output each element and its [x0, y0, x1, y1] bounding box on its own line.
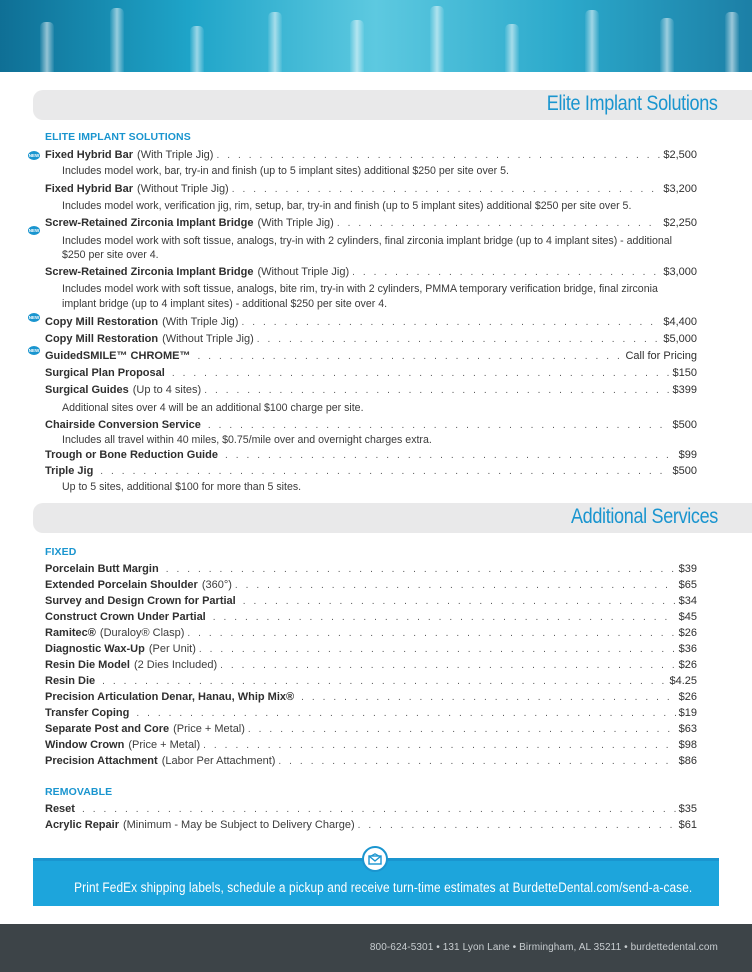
- item-qualifier: (2 Dies Included): [133, 659, 218, 671]
- item-name: Construct Crown Under Partial: [45, 611, 206, 623]
- item-price: Call for Pricing: [625, 350, 697, 362]
- dot-leader: [166, 562, 676, 577]
- dot-leader: [257, 332, 661, 347]
- item-price: $36: [678, 643, 697, 655]
- category-heading: REMOVABLE: [45, 786, 113, 798]
- item-price: $500: [672, 419, 697, 431]
- header-image-detail: [660, 18, 674, 72]
- price-row: [45, 315, 697, 330]
- item-price: $39: [678, 563, 697, 575]
- dot-leader: [203, 738, 675, 753]
- item-name: GuidedSMILE™ CHROME™: [45, 350, 191, 362]
- price-row: [45, 464, 697, 479]
- dot-leader: [352, 265, 660, 280]
- item-description: Additional sites over 4 will be an additional $100 charge per site.: [62, 402, 364, 414]
- new-badge-icon: NEW: [28, 228, 40, 233]
- envelope-icon: [362, 846, 388, 872]
- section-header-additional: [33, 503, 752, 533]
- new-badge-icon: NEW: [28, 348, 40, 353]
- item-price: $65: [678, 579, 697, 591]
- item-price: $2,250: [663, 217, 697, 229]
- dot-leader: [216, 148, 660, 163]
- item-qualifier: (Price + Metal): [173, 723, 245, 735]
- price-row: [45, 366, 697, 381]
- item-description: Includes model work, bar, try-in and finish (up to 5 implant sites) additional $250 per site over 5.: [62, 165, 509, 177]
- price-row: [45, 706, 697, 721]
- item-description: Includes model work, verification jig, rim, setup, bar, try-in and finish (up to 5 implant sites) additional $250 per site over 5.: [62, 200, 632, 212]
- footer-bar: [0, 924, 752, 972]
- item-name: Screw-Retained Zirconia Implant Bridge: [45, 266, 254, 278]
- item-price: $98: [678, 739, 697, 751]
- item-price: $3,000: [663, 266, 697, 278]
- price-row: [45, 642, 697, 657]
- dot-leader: [208, 418, 670, 433]
- item-qualifier: (Per Unit): [148, 643, 196, 655]
- price-row: [45, 658, 697, 673]
- item-name: Survey and Design Crown for Partial: [45, 595, 236, 607]
- price-row: [45, 626, 697, 641]
- price-row: [45, 738, 697, 753]
- price-row: [45, 383, 697, 398]
- dot-leader: [187, 626, 675, 641]
- item-price: $4,400: [663, 316, 697, 328]
- item-price: $26: [678, 659, 697, 671]
- item-price: $3,200: [663, 183, 697, 195]
- price-row: [45, 610, 697, 625]
- item-description: $250 per site over 4.: [62, 249, 159, 261]
- item-name: Chairside Conversion Service: [45, 419, 201, 431]
- item-price: $19: [678, 707, 697, 719]
- envelope-icon-graphic: [368, 853, 382, 865]
- price-row: [45, 722, 697, 737]
- item-name: Fixed Hybrid Bar: [45, 149, 134, 161]
- item-name: Extended Porcelain Shoulder: [45, 579, 198, 591]
- dot-leader: [197, 349, 622, 364]
- item-qualifier: (Up to 4 sites): [132, 384, 202, 396]
- header-image-detail: [430, 6, 444, 72]
- price-row: [45, 562, 697, 577]
- dot-leader: [278, 754, 675, 769]
- dot-leader: [82, 802, 676, 817]
- item-qualifier: (With Triple Jig): [162, 316, 239, 328]
- dot-leader: [204, 383, 669, 398]
- header-image-detail: [585, 10, 599, 72]
- item-name: Copy Mill Restoration: [45, 316, 159, 328]
- dot-leader: [136, 706, 675, 721]
- item-description: implant bridge (up to 4 implant sites) - additional $250 per site over 4.: [62, 298, 388, 310]
- price-row: [45, 265, 697, 280]
- dot-leader: [225, 448, 676, 463]
- item-name: Transfer Coping: [45, 707, 130, 719]
- header-image-detail: [505, 24, 519, 72]
- item-name: Resin Die Model: [45, 659, 130, 671]
- price-row: [45, 332, 697, 347]
- item-description: Includes all travel within 40 miles, $0.75/mile over and overnight charges extra.: [62, 434, 432, 446]
- item-name: Porcelain Butt Margin: [45, 563, 159, 575]
- header-image-detail: [350, 20, 364, 72]
- item-name: Window Crown: [45, 739, 125, 751]
- item-qualifier: (With Triple Jig): [137, 149, 214, 161]
- dot-leader: [213, 610, 676, 625]
- item-qualifier: (Price + Metal): [128, 739, 201, 751]
- price-row: [45, 418, 697, 433]
- item-price: $34: [678, 595, 697, 607]
- item-name: Ramitec®: [45, 627, 96, 639]
- contact-info: 800-624-5301 • 131 Lyon Lane • Birmingham, AL 35211 • burdettedental.com: [369, 942, 718, 953]
- dot-leader: [220, 658, 676, 673]
- item-price: $45: [678, 611, 697, 623]
- header-image-detail: [40, 22, 54, 72]
- dot-leader: [172, 366, 670, 381]
- item-name: Separate Post and Core: [45, 723, 170, 735]
- price-row: [45, 754, 697, 769]
- dot-leader: [102, 674, 666, 689]
- item-price: $150: [672, 367, 697, 379]
- item-name: Reset: [45, 803, 75, 815]
- dot-leader: [199, 642, 676, 657]
- category-heading: ELITE IMPLANT SOLUTIONS: [45, 131, 191, 143]
- item-qualifier: (Without Triple Jig): [162, 333, 254, 345]
- item-price: $99: [678, 449, 697, 461]
- item-qualifier: (With Triple Jig): [257, 217, 334, 229]
- price-row: [45, 148, 697, 163]
- new-badge-icon: NEW: [28, 315, 40, 320]
- item-qualifier: (Minimum - May be Subject to Delivery Charge): [122, 819, 355, 831]
- price-row: [45, 349, 697, 364]
- item-price: $399: [672, 384, 697, 396]
- header-image-detail: [190, 26, 204, 72]
- dot-leader: [358, 818, 676, 833]
- dot-leader: [241, 315, 660, 330]
- item-qualifier: (Labor Per Attachment): [161, 755, 276, 767]
- new-badge-icon: NEW: [28, 153, 40, 158]
- dot-leader: [232, 182, 661, 197]
- price-row: [45, 818, 697, 833]
- item-name: Precision Attachment: [45, 755, 158, 767]
- item-name: Surgical Plan Proposal: [45, 367, 165, 379]
- price-row: [45, 578, 697, 593]
- price-row: [45, 690, 697, 705]
- item-price: $86: [678, 755, 697, 767]
- price-row: [45, 674, 697, 689]
- header-image-detail: [268, 12, 282, 72]
- item-name: Resin Die: [45, 675, 96, 687]
- price-row: [45, 594, 697, 609]
- item-name: Copy Mill Restoration: [45, 333, 159, 345]
- item-qualifier: (Duraloy® Clasp): [99, 627, 185, 639]
- item-description: Up to 5 sites, additional $100 for more than 5 sites.: [62, 481, 302, 493]
- dot-leader: [243, 594, 676, 609]
- category-heading: FIXED: [45, 546, 77, 558]
- item-qualifier: (360°): [201, 579, 232, 591]
- item-price: $5,000: [663, 333, 697, 345]
- dot-leader: [337, 216, 661, 231]
- item-price: $61: [678, 819, 697, 831]
- item-price: $26: [678, 627, 697, 639]
- item-name: Triple Jig: [45, 465, 94, 477]
- item-price: $2,500: [663, 149, 697, 161]
- section-title: Additional Services: [570, 505, 718, 528]
- price-row: [45, 448, 697, 463]
- item-description: Includes model work with soft tissue, analogs, bite rim, try-in with 2 cylinders, PMMA temporary verification bridge, final zirconia: [62, 283, 658, 295]
- item-name: Precision Articulation Denar, Hanau, Whip Mix®: [45, 691, 295, 703]
- dot-leader: [235, 578, 676, 593]
- item-name: Diagnostic Wax-Up: [45, 643, 145, 655]
- banner-message[interactable]: Print FedEx shipping labels, schedule a pickup and receive turn-time estimates at BurdetteDental.com/send-a-case.: [74, 880, 693, 895]
- item-price: $35: [678, 803, 697, 815]
- item-name: Fixed Hybrid Bar: [45, 183, 134, 195]
- header-image-detail: [110, 8, 124, 72]
- item-price: $26: [678, 691, 697, 703]
- dot-leader: [100, 464, 669, 479]
- header-image: [0, 0, 752, 72]
- section-title: Elite Implant Solutions: [547, 92, 718, 115]
- item-name: Trough or Bone Reduction Guide: [45, 449, 218, 461]
- price-row: [45, 802, 697, 817]
- item-name: Screw-Retained Zirconia Implant Bridge: [45, 217, 254, 229]
- item-name: Acrylic Repair: [45, 819, 119, 831]
- item-name: Surgical Guides: [45, 384, 129, 396]
- item-qualifier: (Without Triple Jig): [257, 266, 350, 278]
- section-header-elite: [33, 90, 752, 120]
- dot-leader: [301, 690, 676, 705]
- item-price: $500: [672, 465, 697, 477]
- item-price: $63: [678, 723, 697, 735]
- dot-leader: [248, 722, 676, 737]
- item-price: $4.25: [669, 675, 697, 687]
- header-image-detail: [725, 12, 739, 72]
- item-description: Includes model work with soft tissue, analogs, try-in with 2 cylinders, final zirconia implant bridge (up to 4 implant sites) - additional: [62, 235, 673, 247]
- price-row: [45, 216, 697, 231]
- price-row: [45, 182, 697, 197]
- item-qualifier: (Without Triple Jig): [137, 183, 229, 195]
